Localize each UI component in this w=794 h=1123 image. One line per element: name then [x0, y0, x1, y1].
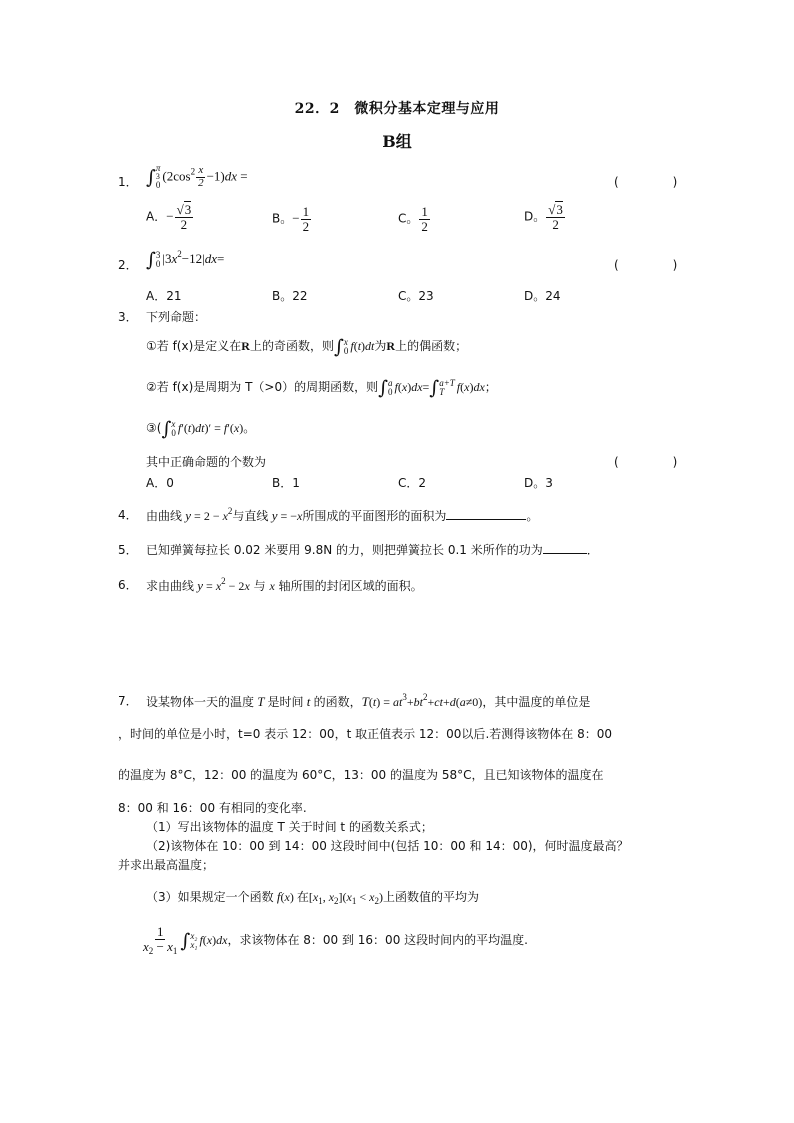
q1-answer-paren: ( ) [614, 175, 688, 189]
q7-number: 7． [118, 694, 138, 708]
q6-number: 6． [118, 578, 138, 592]
q2-option-b[interactable]: B。22 [272, 289, 308, 303]
q6-text: 求由曲线 $y = x^2 - 2x$ 与 x 轴所围的封闭区域的面积。 [146, 576, 423, 593]
q7-line-2: ，时间的单位是小时，t=0 表示 12：00，t 取正值表示 12：00以后.若测得该物体在 8：00 [118, 727, 612, 741]
q3-question: 其中正确命题的个数为 [146, 455, 267, 469]
q3-proposition-3: ③(∫ x 0 f′(t)dt)′ = f′(x)。 [146, 418, 256, 440]
group-heading: B组 [382, 132, 412, 151]
q7-line-1: 设某物体一天的温度 T 是时间 t 的函数，$T(t) = at^3+bt^2+ct+d(a\ne 0)$，其中温度的单位是 [146, 692, 591, 709]
q7-part-2-cont: 并求出最高温度； [118, 858, 215, 872]
q3-option-a[interactable]: A．0 [146, 476, 174, 490]
q2-option-c[interactable]: C。23 [398, 289, 434, 303]
q4-text: 由曲线 $y = 2 - x^2$与直线 y = −x所围成的平面图形的面积为 。 [146, 506, 539, 523]
q3-option-b[interactable]: B．1 [272, 476, 300, 490]
integral-sign: ∫ [146, 166, 156, 189]
q5-text: 已知弹簧每拉长 0.02 米要用 9.8N 的力，则把弹簧拉长 0.1 米所作的功为 ． [146, 543, 599, 557]
q7-line-4: 8：00 和 16：00 有相同的变化率. [118, 801, 307, 815]
q2-number: 2． [118, 258, 138, 272]
q7-average-formula: $\frac{1}{x_2 - x_1}$ ∫ x₂ x₁ f(x)dx，求该物体在 8：00 到 16：00 这段时间内的平均温度. [143, 924, 528, 956]
integral-limits: π 3 0 [155, 163, 161, 190]
section-title: 22．2 微积分基本定理与应用 [294, 101, 500, 117]
q2-option-a[interactable]: A．21 [146, 289, 182, 303]
q5-number: 5． [118, 543, 138, 557]
q1-option-c[interactable]: C。 $\frac{1}{2}$ [398, 204, 428, 234]
q2-option-d[interactable]: D。24 [524, 289, 561, 303]
q7-part-3: （3）如果规定一个函数 f(x) 在[$x_1$, $x_2](x_1 < x_2)$上函数值的平均为 [146, 889, 479, 906]
q1-expression: ∫ π 3 0 ($2\cos^2$ $\frac{x}{2}$ −1)dx = [146, 163, 248, 190]
q7-part-1: （1）写出该物体的温度 T 关于时间 t 的函数关系式； [146, 820, 433, 834]
q1-number: 1． [118, 175, 138, 189]
q4-number: 4． [118, 508, 138, 522]
q3-number: 3． [118, 310, 138, 324]
q1-option-a[interactable]: A．− $\frac{√3}{2}$ [146, 202, 192, 232]
q5-answer-blank[interactable] [543, 553, 587, 554]
q3-proposition-2: ②若 f(x)是周期为 T（>0）的周期函数，则∫ a 0 f(x)dx=∫ a+T T f(x)dx； [146, 377, 497, 399]
q1-option-d[interactable]: D。 $\frac{√3}{2}$ [524, 202, 563, 232]
q3-answer-paren: ( ) [614, 455, 688, 469]
q3-intro: 下列命题： [146, 310, 207, 324]
q2-expression: ∫ 3 0 $|3x^2-12|dx=$ [146, 249, 225, 271]
q3-option-d[interactable]: D。3 [524, 476, 553, 490]
q7-line-3: 的温度为 8°C，12：00 的温度为 60°C，13：00 的温度为 58°C，且已知该物体的温度在 [118, 768, 604, 782]
q1-option-b[interactable]: B。− $\frac{1}{2}$ [272, 204, 310, 234]
q3-option-c[interactable]: C．2 [398, 476, 427, 490]
q7-part-2: （2)该物体在 10：00 到 14：00 这段时间中(包括 10：00 和 14：00)，何时温度最高？ [146, 839, 629, 853]
q2-answer-paren: ( ) [614, 258, 688, 272]
q3-proposition-1: ①若 f(x)是定义在R上的奇函数，则∫ x 0 f(t)dt为R上的偶函数； [146, 336, 468, 358]
q4-answer-blank[interactable] [446, 519, 526, 520]
